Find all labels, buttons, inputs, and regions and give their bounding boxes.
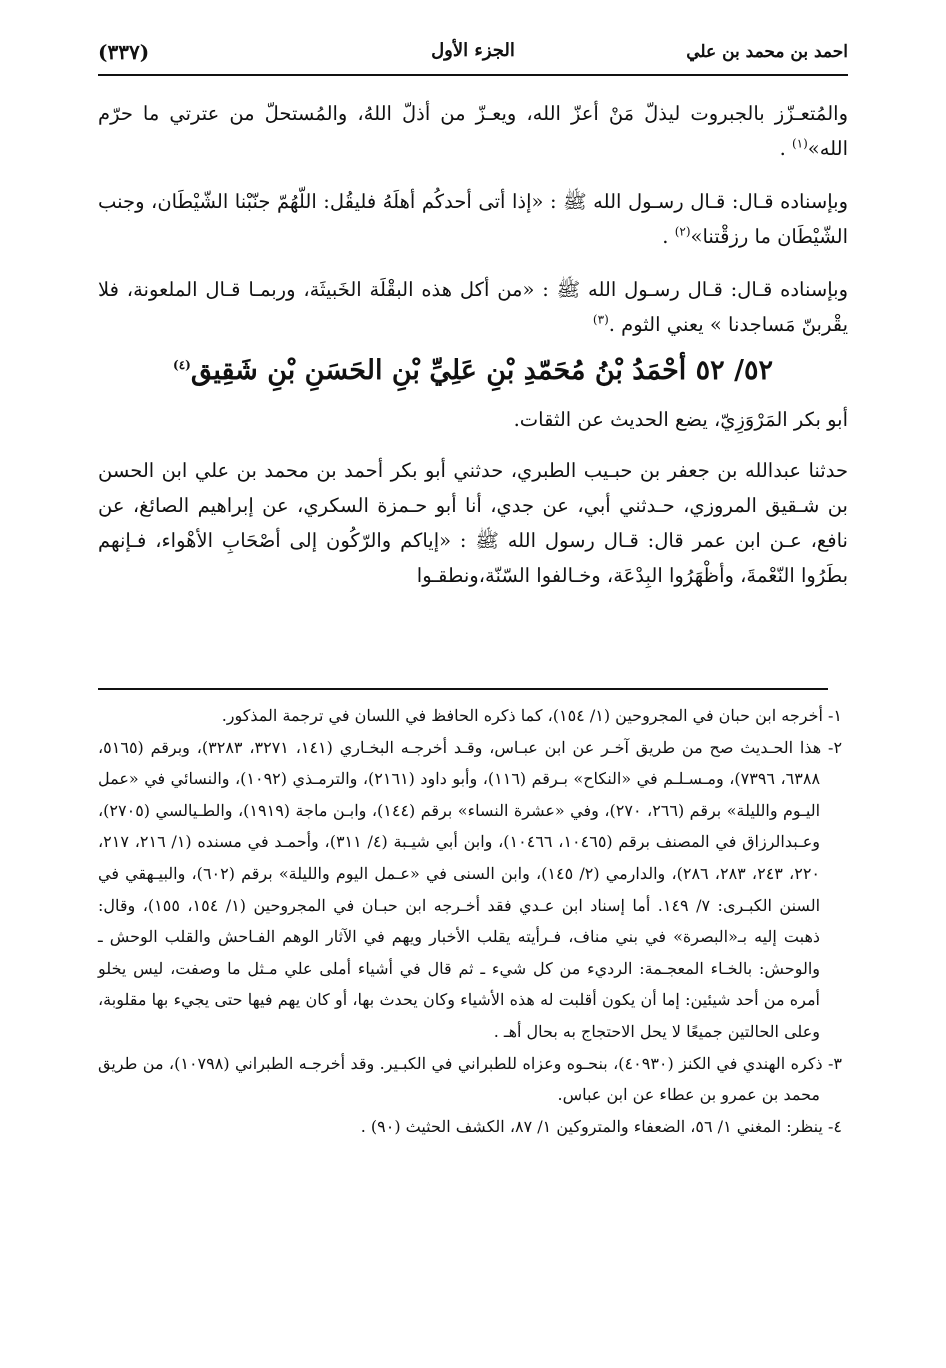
entry-hadith-text: حدثنا عبدالله بن جعفر بن حبـيب الطبري، حدثني أبو بكر أحمد بن محمد بن علي ابن الحسن بن شـقيق المروزي، حـدثني أبي، عن جدي، أنا أبو حـمزة السكري، عن إبراهيم الصائغ، عن نافع، عـن ابن عمر قال: قـال رسول الله ﷺ : «إياكم والرّكُون إلى أصْحَابِ الأهْواء، فـإنهم بطَرُوا النّعْمةَ، وأظْهَرُوا البِدْعَة، وخـالفوا السّنّة،ونطقـوا [98, 459, 848, 587]
footnote-ref-2: (٢) [674, 224, 691, 239]
paragraph-3 [98, 272, 848, 342]
footnote-4: ٤- ينظر: المغني ١/ ٥٦، الضعفاء والمتروكين ١/ ٨٧، الكشف الحثيث (٩٠) . [360, 1116, 842, 1136]
footnote-ref-4: (٤) [173, 358, 191, 372]
paragraph-3-text: وبإسناده قـال: قـال رسـول الله ﷺ : «من أكل هذه البقْلَة الخَبيثَة، وربمـا قـال الملعونة، فلا يقْربنّ مَساجدنا » يعني الثوم . [98, 278, 848, 336]
header-rule [98, 74, 848, 76]
entry-intro: أبو بكر المَرْوَزِيّ، يضع الحديث عن الثقات. [513, 408, 848, 431]
running-title: احمد بن محمد بن علي [686, 42, 848, 62]
entry-title [98, 346, 848, 396]
footnote-ref-1: (١) [791, 136, 808, 151]
footnote-3: ٣- ذكره الهندي في الكنز (٤٠٩٣٠)، بنحـوه وعزاه للطبراني في الكبـير. وقد أخرجـه الطبراني (١٠٧٩٨)، من طريق محمد بن عمرو بن عطاء عن ابن عباس. [98, 1053, 843, 1105]
footnote-ref-3: (٣) [592, 312, 609, 327]
main-text [98, 96, 848, 593]
footnote-rule [98, 688, 828, 690]
footnote-2: ٢- هذا الحـديث صح من طريق آخـر عن ابن عبـاس، وقـد أخرجـه البخـاري (١٤١، ٣٢٧١، ٣٢٨٣)، وبرقم (٥١٦٥، ٦٣٨٨، ٧٣٩٦)، ومـسـلـم في «النكاح» بـرقم (١١٦)، وأبو داود (٢١٦١)، والترمـذي (١٠٩٢)، والنسائي في «عمل اليـوم والليلة» برقم (٢٦٦، ٢٧٠)، وفي «عشرة النساء» برقم (١٤٤)، وابـن ماجة (١٩١٩)، والطـيالسي (٢٧٠٥)، وعـبدالرزاق في المصنف برقم (١٠٤٦٥، ١٠٤٦٦)، وابن أبي شيـبة (٤/ ٣١١)، وأحمـد في مسنده (١/ ٢١٦، ٢١٧، ٢٢٠، ٢٤٣، ٢٨٣، ٢٨٦)، والدارمي (٢/ ١٤٥)، وابن السنى في «عـمل اليوم والليلة» برقم (٦٠٢)، والبيـهقي في السنن الكبـرى: ٧/ ١٤٩. أما إسناد ابن عـدي فقد أخـرجه ابن حبـان في المجروحين (١/ ١٥٤، ١٥٥)، وقال: ذهبت إليه بـ«البصرة» في بني مناف، فـرأيته يقلب الأخبار ويهم في الآثار الوهم الفـاحش والقلب الوحش ـ والوحش: بالخـاء المعجـمة: الرديء من كل شيء ـ ثم قال في أشياء أملى علي مـثل ما وصفت، ليس يخلو أمره من أحد شيئين: إما أن يكون أقلبت له هذه الأشياء وكان يحدث بها، أو كان يهم فيها حتى يجيء بها مقلوبة، وعلى الحالتين جميعًا لا يحل الاحتجاج به بحال أهـ . [98, 737, 843, 1041]
page-number: (٣٣٧) [98, 40, 150, 64]
volume-label: الجزء الأول [431, 40, 515, 61]
footnotes [98, 700, 842, 1142]
paragraph-1: والمُتعـزّز بالجبروت ليذلّ مَنْ أعزّ الله، ويعـزّ من أذلّ اللهُ، والمُستحلّ من عترتي ما حرّم الله»$^{(١)}$ . [98, 102, 848, 160]
paragraph-2-text: وبإسناده قـال: قـال رسـول الله ﷺ : «إذا أتى أحدكُم أهلَهُ فليقُل: اللّهُمّ جنّبْنا الشّيْطَان، وجنب الشّيْطَان ما رزقْتنا» [98, 190, 848, 248]
paragraph-2: وبإسناده قـال: قـال رسـول الله ﷺ : «إذا أتى أحدكُم أهلَهُ فليقُل: اللّهُمّ جنّبْنا الشّيْطَان، وجنب الشّيْطَان ما رزقْتنا»$^{(٢)}$ . [98, 190, 848, 248]
entry-title-text: ٥٢/ ٥٢ أحْمَدُ بْنُ مُحَمّدِ بْنِ عَلِيِّ بْنِ الحَسَنِ بْنِ شَقِيق [190, 355, 773, 386]
footnote-1: ١- أخرجه ابن حبان في المجروحين (١/ ١٥٤)، كما ذكره الحافظ في اللسان في ترجمة المذكور. [221, 706, 842, 725]
paragraph-1-text: والمُتعـزّز بالجبروت ليذلّ مَنْ أعزّ الله، ويعـزّ من أذلّ اللهُ، والمُستحلّ من عترتي ما حرّم الله» [98, 102, 848, 160]
page-header [98, 38, 848, 72]
